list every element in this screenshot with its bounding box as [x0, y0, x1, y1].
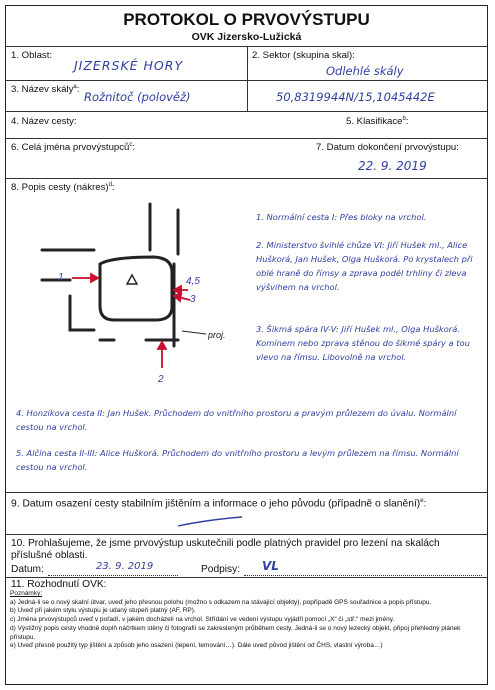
divider [6, 577, 487, 578]
grade-label: 5. Klasifikace$^b$: [346, 116, 409, 128]
route-name-label: 4. Název cesty: [11, 116, 77, 127]
projection-label: proj. [208, 330, 226, 340]
route-4-text[interactable]: 4. Honzíkova cesta II: Jan Hušek. Průchodem do vnitřního prostoru a pravým průlezem do úvalu. Normální cestou na vrchol. [16, 408, 457, 432]
note-item: c) Jména prvovýstupců uveď v pořadí, v jakém docházeli na vrchol. Střídání ve vedení výstupu vyjádři pomocí „X“ či „stř.“ mezi jmény. [10, 616, 395, 624]
route-5-text[interactable]: 5. Alčina cesta II-III: Alice Huškorá. Průchodem do vnitřního prostoru a levým průlezem na římsu. Normální cestou na vrchol. [16, 448, 459, 472]
marker-1: 1 [58, 272, 64, 283]
divider [6, 138, 487, 139]
declaration-line-1: 10. Prohlašujeme, že jsme prvovýstup uskutečnili podle platných pravidel pro lezení na skalách [11, 538, 440, 549]
rock-inner-block [100, 257, 172, 320]
date-completed-value[interactable]: 22. 9. 2019 [358, 159, 427, 173]
route-3-text[interactable]: 3. Šikmá spára IV-V: Jiří Hušek ml., Olga Huškorá. Komínem nebo zprava stěnou do šikmé spáry a tou vlevo na římsu. Libovolně na vrchol. [256, 324, 470, 362]
marker-2: 2 [158, 374, 164, 385]
divider [6, 492, 487, 493]
rock-outline [70, 296, 94, 330]
arrow-head-icon [91, 274, 98, 282]
route-2-text[interactable]: 2. Ministerstvo švihlé chůze VI: Jiří Hušek ml., Alice Huškorá, Jan Hušek, Olga Huškorá. Po krystalech při oblé hraně do římsy a zprava podél trhliny či zleva výšvihem na vrchol. [256, 240, 473, 292]
date-line [48, 575, 178, 576]
rock-name-value[interactable]: Rožnitoč (polověž) [84, 90, 191, 104]
marker-45: 4,5 [186, 276, 200, 287]
form-subtitle: OVK Jizersko-Lužická [191, 31, 302, 43]
notes-section [10, 590, 483, 651]
note-item: d) Výstižný popis cesty vhodně doplň náčrtkem stěny či fotografií se zakresleným průběhem cesty. Jedná-li se o nový lezecký objekt, připoj přehledný plánek přístupu. [10, 624, 461, 641]
signature-line [244, 575, 482, 576]
protocol-form [5, 5, 488, 685]
anchor-info-label: 9. Datum osazení cesty stabilním jištěním a informace o jeho původu (případně o slanění)$^e$: [11, 498, 427, 510]
divider [247, 46, 248, 111]
pen-stroke [176, 514, 246, 530]
sector-value[interactable]: Odlehlé skály [326, 64, 404, 78]
climbers-label: 6. Celá jména prvovýstupců$^c$: [11, 142, 136, 154]
declaration-line-2: příslušné oblasti. [11, 550, 88, 561]
marker-3: 3 [190, 294, 196, 305]
area-value[interactable]: JIZERSKÉ HORY [74, 58, 184, 73]
date-value[interactable]: 23. 9. 2019 [96, 561, 154, 572]
route-description-label: 8. Popis cesty (nákres)$^d$: [11, 182, 115, 194]
divider [6, 111, 487, 112]
arrow-head-icon [158, 342, 166, 349]
date-label: Datum: [11, 564, 44, 575]
signatures-label: Podpisy: [201, 564, 241, 575]
signature-value[interactable]: VL [262, 559, 279, 573]
note-item: b) Uveď při jakém stylu výstupu je udaný stupeň platný (AF, RP). [10, 607, 196, 615]
summit-triangle-icon [127, 275, 137, 284]
note-item: e) Uveď přesně použitý typ jištění a způsob jeho osazení (lepení, temování…). Dále uveď původ jištění od ČHS, vlastní výroba…) [10, 642, 383, 650]
note-item: a) Jedná-li se o nový skalní útvar, uveď jeho přesnou polohu (možno s odkazem na stávající objekty), popřípadě GPS souřadnice a popis přístupu. [10, 598, 432, 606]
notes-heading: Poznámky: [10, 590, 43, 597]
gps-coordinates[interactable]: 50,8319944N/15,1045442E [276, 90, 435, 104]
ovk-decision-label: 11. Rozhodnutí OVK: [11, 579, 107, 590]
date-completed-label: 7. Datum dokončení prvovýstupu: [316, 142, 459, 153]
route-1-text[interactable]: 1. Normální cesta I: Přes bloky na vrchol. [256, 212, 427, 222]
rock-name-label: 3. Název skály$^a$: [11, 84, 80, 96]
divider [6, 178, 487, 179]
form-title: PROTOKOL O PRVOVÝSTUPU [123, 10, 370, 29]
area-label: 1. Oblast: [11, 50, 53, 61]
divider [6, 534, 487, 535]
sector-label: 2. Sektor (skupina skal): [252, 50, 355, 61]
route-sketch [28, 202, 233, 392]
projection-pointer [182, 331, 206, 334]
divider [6, 80, 487, 81]
